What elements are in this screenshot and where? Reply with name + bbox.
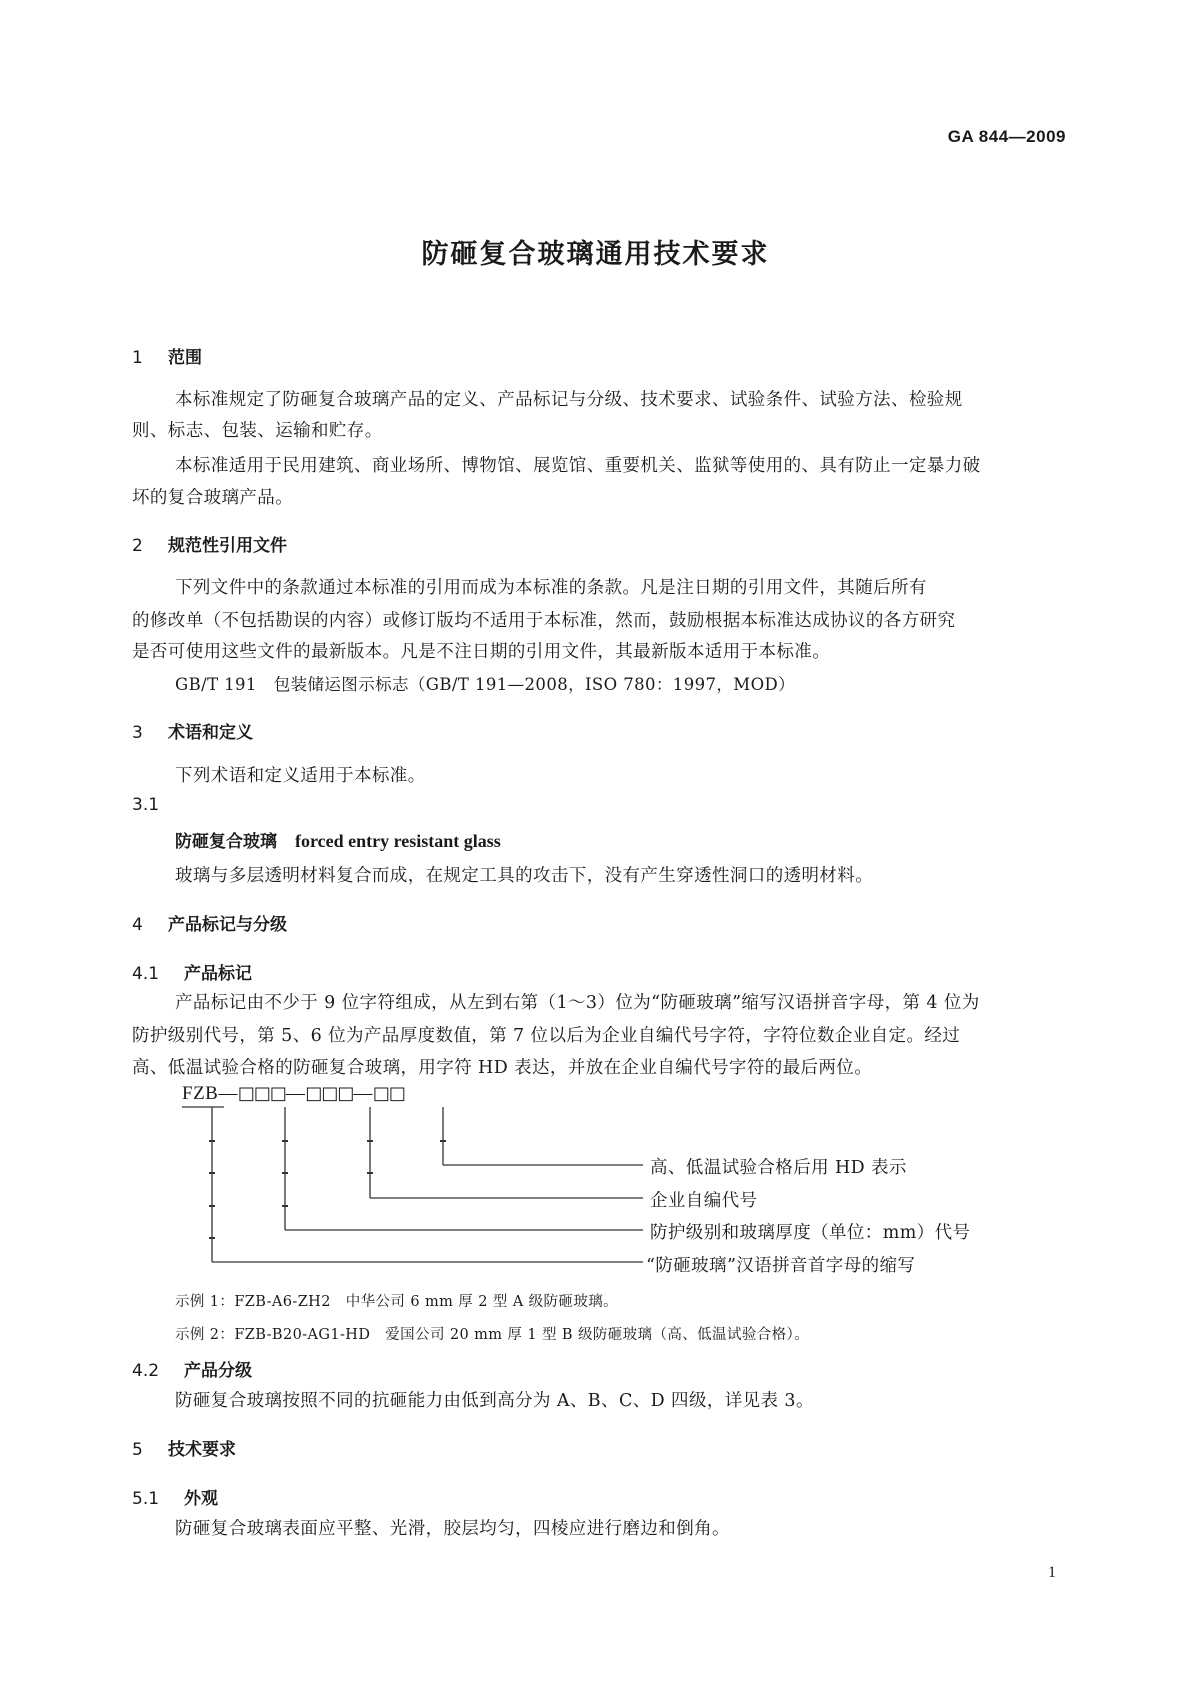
section-number: 5.1 (132, 1489, 160, 1509)
term-chinese: 防砸复合玻璃 (175, 832, 277, 852)
section-title: 术语和定义 (168, 723, 253, 743)
scope-paragraph-2-line-1: 本标准适用于民用建筑、商业场所、博物馆、展览馆、重要机关、监狱等使用的、具有防止一定暴力破 (175, 456, 981, 476)
section-number: 3 (132, 723, 143, 743)
section-title: 产品标记 (184, 964, 252, 984)
section-title: 技术要求 (168, 1440, 236, 1460)
code-group-3: □□ (372, 1083, 405, 1104)
section-number: 1 (132, 348, 143, 368)
section-title: 产品标记与分级 (168, 915, 287, 935)
references-line-2: 的修改单（不包括勘误的内容）或修订版均不适用于本标准，然而，鼓励根据本标准达成协议的各方研究 (132, 611, 956, 631)
grading-text: 防砸复合玻璃按照不同的抗砸能力由低到高分为 A、B、C、D 四级，详见表 3。 (175, 1391, 814, 1411)
section-title: 产品分级 (184, 1361, 252, 1381)
section-number: 4.2 (132, 1361, 160, 1381)
section-number: 4.1 (132, 964, 160, 984)
example-1: 示例 1：FZB-A6-ZH2 中华公司 6 mm 厚 2 型 A 级防砸玻璃。 (175, 1294, 619, 1310)
code-separator: — (285, 1083, 306, 1104)
code-prefix: FZB (182, 1083, 219, 1104)
legend-hd: 高、低温试验合格后用 HD 表示 (650, 1158, 907, 1178)
code-group-2: □□□ (305, 1083, 354, 1104)
legend-pinyin-abbreviation: “防砸玻璃”汉语拼音首字母的缩写 (646, 1256, 916, 1276)
section-title: 范围 (168, 348, 202, 368)
appearance-text: 防砸复合玻璃表面应平整、光滑，胶层均匀，四棱应进行磨边和倒角。 (175, 1519, 730, 1539)
section-title: 外观 (184, 1489, 218, 1509)
section-number: 4 (132, 915, 143, 935)
example-2: 示例 2：FZB-B20-AG1-HD 爱国公司 20 mm 厚 1 型 B 级防砸玻璃（高、低温试验合格）。 (175, 1327, 810, 1343)
code-separator: — (218, 1083, 238, 1104)
references-line-1: 下列文件中的条款通过本标准的引用而成为本标准的条款。凡是注日期的引用文件，其随后所有 (175, 578, 927, 598)
legend-protection-thickness: 防护级别和玻璃厚度（单位：mm）代号 (650, 1223, 971, 1243)
marking-line-2: 防护级别代号，第 5、6 位为产品厚度数值，第 7 位以后为企业自编代号字符，字符位数企业自定。经过 (132, 1026, 961, 1046)
reference-gbt191: GB/T 191 包装储运图示标志（GB/T 191—2008，ISO 780：1997，MOD） (175, 675, 796, 694)
page-number: 1 (1048, 1564, 1056, 1581)
marking-line-3: 高、低温试验合格的防砸复合玻璃，用字符 HD 表达，并放在企业自编代号字符的最后两位。 (132, 1058, 873, 1078)
term-definition: 玻璃与多层透明材料复合而成，在规定工具的攻击下，没有产生穿透性洞口的透明材料。 (175, 866, 874, 886)
clause-3-1-number: 3.1 (132, 795, 160, 815)
section-title: 规范性引用文件 (168, 536, 287, 556)
references-line-3: 是否可使用这些文件的最新版本。凡是不注日期的引用文件，其最新版本适用于本标准。 (132, 642, 831, 662)
scope-paragraph-2-line-2: 坏的复合玻璃产品。 (132, 488, 294, 508)
legend-enterprise-code: 企业自编代号 (650, 1191, 758, 1211)
code-separator: — (353, 1083, 373, 1104)
standard-number: GA 844—2009 (947, 127, 1066, 146)
scope-paragraph-1-line-1: 本标准规定了防砸复合玻璃产品的定义、产品标记与分级、技术要求、试验条件、试验方法、检验规 (175, 390, 963, 410)
section-4-2-heading (132, 1356, 252, 1381)
section-5-1-heading (132, 1484, 218, 1509)
terms-intro: 下列术语和定义适用于本标准。 (175, 766, 426, 786)
section-number: 2 (132, 536, 143, 556)
scope-paragraph-1-line-2: 则、标志、包装、运输和贮存。 (132, 421, 383, 441)
document-title: 防砸复合玻璃通用技术要求 (421, 239, 770, 270)
section-number: 5 (132, 1440, 143, 1460)
term-english: forced entry resistant glass (295, 831, 501, 851)
marking-line-1: 产品标记由不少于 9 位字符组成，从左到右第（1～3）位为“防砸玻璃”缩写汉语拼音字母，第 4 位为 (175, 993, 980, 1013)
code-group-1: □□□ (237, 1083, 286, 1104)
section-5-heading (132, 1435, 236, 1460)
